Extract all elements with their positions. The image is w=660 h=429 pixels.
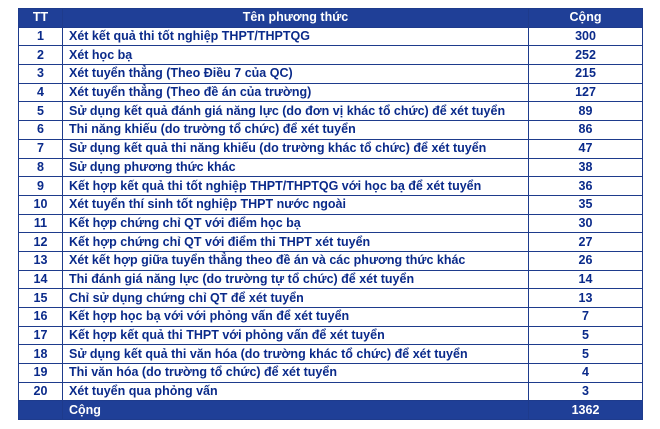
row-method-name: Kết hợp chứng chỉ QT với điểm học bạ (63, 214, 529, 233)
row-count: 7 (529, 308, 643, 327)
row-tt: 16 (19, 308, 63, 327)
table-row (19, 364, 643, 383)
total-label: Cộng (63, 401, 529, 420)
row-tt: 6 (19, 121, 63, 140)
table-row (19, 83, 643, 102)
row-tt: 1 (19, 27, 63, 46)
row-tt: 4 (19, 83, 63, 102)
row-count: 86 (529, 121, 643, 140)
table-row (19, 233, 643, 252)
row-count: 47 (529, 139, 643, 158)
table-row (19, 270, 643, 289)
row-count: 215 (529, 65, 643, 84)
row-tt: 2 (19, 46, 63, 65)
row-count: 36 (529, 177, 643, 196)
table-row (19, 345, 643, 364)
header-count: Cộng (529, 9, 643, 28)
table-row (19, 177, 643, 196)
table-row (19, 102, 643, 121)
table-footer (19, 401, 643, 420)
row-count: 252 (529, 46, 643, 65)
row-method-name: Sử dụng kết quả đánh giá năng lực (do đơn vị khác tổ chức) để xét tuyển (63, 102, 529, 121)
table-row (19, 214, 643, 233)
row-tt: 19 (19, 364, 63, 383)
row-method-name: Kết hợp kết quả thi tốt nghiệp THPT/THPTQG với học bạ để xét tuyển (63, 177, 529, 196)
header-row (19, 9, 643, 28)
row-tt: 17 (19, 326, 63, 345)
table-row (19, 158, 643, 177)
total-value: 1362 (529, 401, 643, 420)
row-method-name: Xét tuyển thẳng (Theo đề án của trường) (63, 83, 529, 102)
row-tt: 3 (19, 65, 63, 84)
row-method-name: Xét tuyển qua phỏng vấn (63, 382, 529, 401)
row-tt: 7 (19, 139, 63, 158)
total-tt-cell (19, 401, 63, 420)
row-count: 27 (529, 233, 643, 252)
row-tt: 5 (19, 102, 63, 121)
row-tt: 13 (19, 251, 63, 270)
row-method-name: Sử dụng kết quả thi năng khiếu (do trường khác tổ chức) để xét tuyển (63, 139, 529, 158)
row-method-name: Chỉ sử dụng chứng chỉ QT để xét tuyển (63, 289, 529, 308)
table-row (19, 195, 643, 214)
row-count: 14 (529, 270, 643, 289)
header-method-name: Tên phương thức (63, 9, 529, 28)
admission-methods-table-wrapper (18, 8, 642, 420)
row-method-name: Xét tuyển thí sinh tốt nghiệp THPT nước ngoài (63, 195, 529, 214)
row-count: 89 (529, 102, 643, 121)
admission-methods-table (18, 8, 643, 420)
row-method-name: Thi văn hóa (do trường tổ chức) để xét tuyển (63, 364, 529, 383)
row-method-name: Kết hợp kết quả thi THPT với phỏng vấn để xét tuyển (63, 326, 529, 345)
row-count: 300 (529, 27, 643, 46)
row-method-name: Xét kết quả thi tốt nghiệp THPT/THPTQG (63, 27, 529, 46)
row-tt: 9 (19, 177, 63, 196)
row-count: 26 (529, 251, 643, 270)
table-row (19, 382, 643, 401)
row-count: 5 (529, 345, 643, 364)
table-row (19, 121, 643, 140)
table-row (19, 27, 643, 46)
row-method-name: Thi năng khiếu (do trường tổ chức) để xét tuyển (63, 121, 529, 140)
row-method-name: Xét kết hợp giữa tuyển thẳng theo đề án và các phương thức khác (63, 251, 529, 270)
row-tt: 18 (19, 345, 63, 364)
table-row (19, 46, 643, 65)
row-count: 13 (529, 289, 643, 308)
table-row (19, 289, 643, 308)
row-count: 5 (529, 326, 643, 345)
row-method-name: Xét học bạ (63, 46, 529, 65)
row-tt: 8 (19, 158, 63, 177)
row-count: 3 (529, 382, 643, 401)
total-row (19, 401, 643, 420)
header-tt: TT (19, 9, 63, 28)
row-count: 4 (529, 364, 643, 383)
row-tt: 20 (19, 382, 63, 401)
row-method-name: Sử dụng kết quả thi văn hóa (do trường khác tổ chức) để xét tuyển (63, 345, 529, 364)
table-body (19, 27, 643, 401)
table-header (19, 9, 643, 28)
row-method-name: Kết hợp chứng chỉ QT với điểm thi THPT xét tuyển (63, 233, 529, 252)
row-tt: 10 (19, 195, 63, 214)
row-tt: 15 (19, 289, 63, 308)
row-tt: 12 (19, 233, 63, 252)
row-tt: 14 (19, 270, 63, 289)
table-row (19, 65, 643, 84)
row-tt: 11 (19, 214, 63, 233)
table-row (19, 251, 643, 270)
table-row (19, 326, 643, 345)
row-count: 127 (529, 83, 643, 102)
row-method-name: Xét tuyển thẳng (Theo Điều 7 của QC) (63, 65, 529, 84)
row-method-name: Sử dụng phương thức khác (63, 158, 529, 177)
row-count: 38 (529, 158, 643, 177)
row-method-name: Thi đánh giá năng lực (do trường tự tổ chức) để xét tuyển (63, 270, 529, 289)
row-count: 30 (529, 214, 643, 233)
table-row (19, 308, 643, 327)
row-count: 35 (529, 195, 643, 214)
table-row (19, 139, 643, 158)
row-method-name: Kết hợp học bạ với với phỏng vấn để xét tuyển (63, 308, 529, 327)
